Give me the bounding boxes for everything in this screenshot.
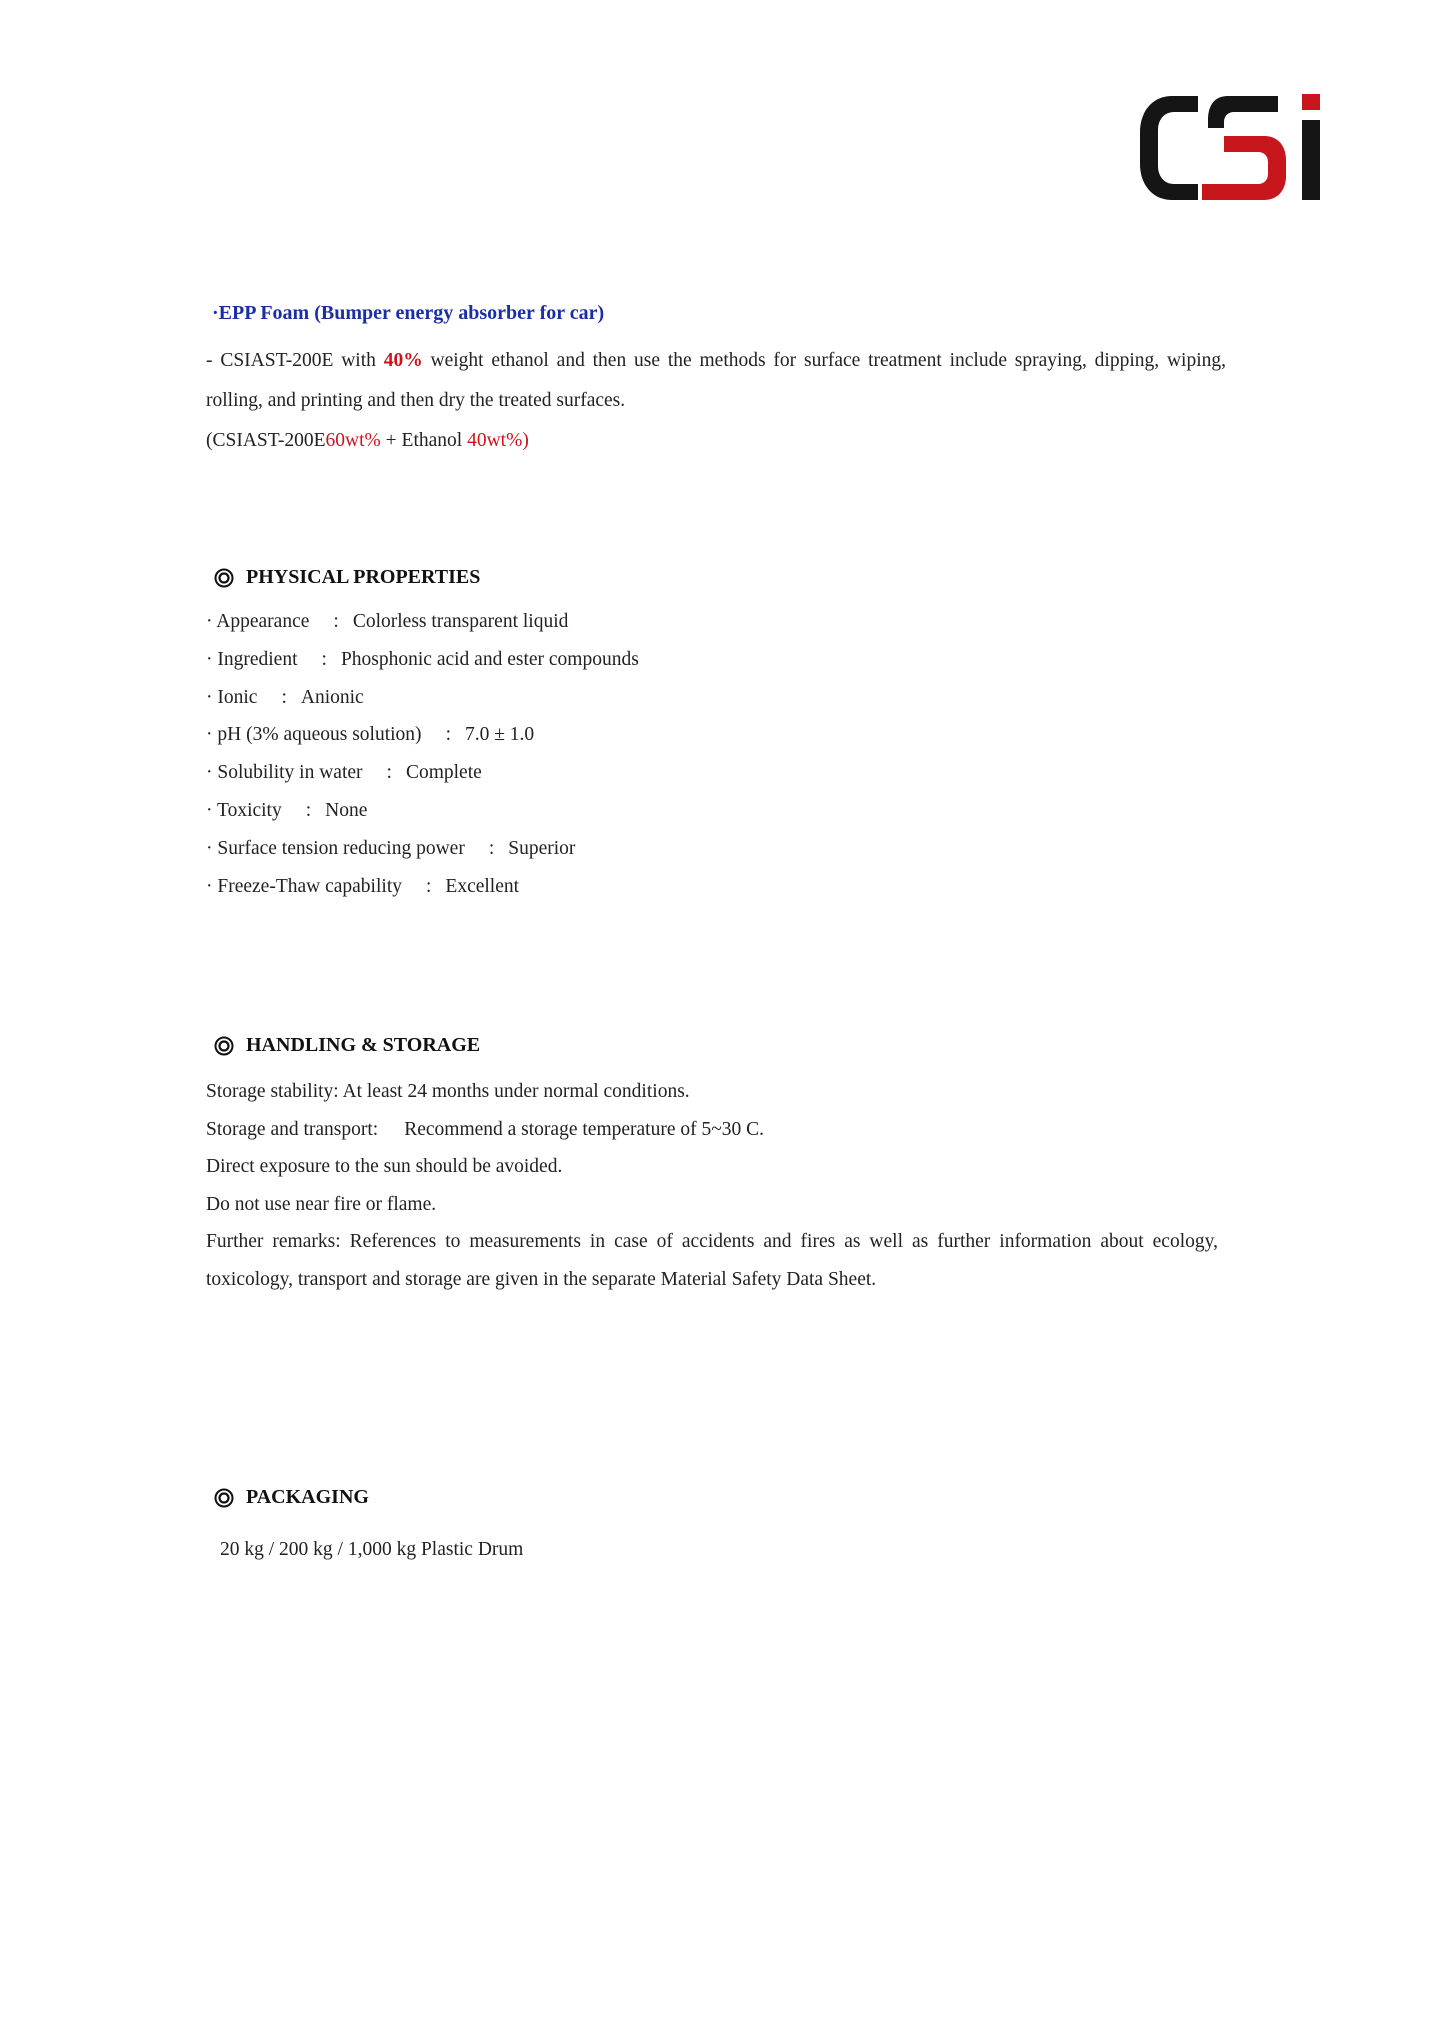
epp-section	[206, 302, 1236, 461]
packaging-section	[206, 1486, 1236, 1565]
property-separator: :	[281, 686, 287, 708]
property-row	[206, 603, 1236, 641]
property-label: · pH (3% aqueous solution)	[206, 724, 422, 746]
formula-product-percent: 60wt%	[325, 430, 381, 451]
epp-desc-suffix: weight ethanol and then use the methods for surface treatment include spraying, dipping, wiping, rolling, and printing and then dry the treated surfaces.	[206, 350, 1226, 411]
property-label: · Ingredient	[206, 648, 298, 670]
property-row	[206, 716, 1236, 754]
property-row	[206, 792, 1236, 830]
storage-transport-value: Recommend a storage temperature of 5~30 C.	[404, 1118, 765, 1140]
property-label: · Freeze-Thaw capability	[206, 875, 402, 897]
property-separator: :	[425, 875, 432, 897]
property-separator: :	[333, 611, 339, 632]
epp-desc-prefix: - CSIAST-200E with	[206, 350, 384, 371]
logo-letter-s-top	[1208, 96, 1278, 128]
property-row	[206, 679, 1236, 717]
property-label: · Ionic	[206, 686, 258, 708]
logo-letter-c	[1140, 96, 1198, 200]
physical-heading-text: PHYSICAL PROPERTIES	[246, 566, 481, 588]
sun-exposure-note: Direct exposure to the sun should be avoided.	[206, 1156, 563, 1178]
property-separator: :	[305, 799, 312, 821]
property-value: Complete	[405, 762, 482, 784]
epp-formula	[206, 421, 1236, 461]
fire-note: Do not use near fire or flame.	[206, 1193, 437, 1215]
property-label: · Toxicity	[206, 799, 282, 821]
storage-transport	[206, 1111, 1236, 1149]
property-value: Superior	[508, 837, 576, 859]
property-label: · Appearance	[206, 611, 310, 632]
property-value: Excellent	[445, 875, 520, 897]
physical-properties-list	[206, 603, 1236, 905]
double-circle-bullet-icon	[214, 568, 234, 588]
packaging-heading-text: PACKAGING	[246, 1486, 369, 1508]
formula-product: (CSIAST-200E	[206, 430, 326, 451]
storage-transport-label: Storage and transport:	[206, 1118, 379, 1140]
epp-title-bullet: ·	[212, 302, 219, 324]
physical-heading	[214, 566, 1236, 589]
packaging-heading	[214, 1486, 1236, 1509]
property-separator: :	[321, 648, 327, 670]
double-circle-bullet-icon	[214, 1036, 234, 1056]
property-value: Colorless transparent liquid	[352, 611, 569, 632]
physical-properties-section	[206, 566, 1236, 905]
double-circle-bullet-icon	[214, 1488, 234, 1508]
property-value: 7.0 ± 1.0	[464, 724, 535, 746]
formula-ethanol: + Ethanol	[380, 430, 468, 451]
epp-title-text: EPP Foam (Bumper energy absorber for car)	[218, 302, 605, 324]
handling-heading	[214, 1034, 1236, 1057]
property-label: · Surface tension reducing power	[206, 837, 465, 859]
packaging-value: 20 kg / 200 kg / 1,000 kg Plastic Drum	[220, 1539, 524, 1560]
storage-stability: Storage stability: At least 24 months under normal conditions.	[206, 1081, 690, 1102]
logo-letter-s-accent	[1202, 136, 1286, 200]
epp-ethanol-percent: 40%	[383, 350, 423, 371]
epp-title	[212, 302, 1236, 325]
further-remarks: Further remarks: References to measurements in case of accidents and fires as well as further information about ecology, toxicology, transport and storage are given in the separate Material Safety Data Sheet.	[206, 1231, 1218, 1290]
property-value: Phosphonic acid and ester compounds	[340, 648, 639, 670]
property-separator: :	[488, 837, 495, 859]
handling-storage-section	[206, 1034, 1236, 1299]
property-label: · Solubility in water	[206, 762, 363, 784]
csi-logo	[1138, 92, 1324, 204]
logo-letter-i-dot	[1302, 94, 1320, 110]
property-row	[206, 830, 1236, 868]
property-separator: :	[445, 724, 451, 746]
epp-description	[206, 341, 1226, 421]
property-row	[206, 641, 1236, 679]
property-separator: :	[386, 762, 392, 784]
formula-ethanol-percent: 40wt%)	[467, 430, 529, 451]
handling-heading-text: HANDLING & STORAGE	[246, 1034, 481, 1056]
logo-letter-i-stem	[1302, 120, 1320, 200]
property-value: None	[325, 799, 368, 821]
property-value: Anionic	[300, 686, 364, 708]
property-row	[206, 754, 1236, 792]
property-row	[206, 868, 1236, 906]
